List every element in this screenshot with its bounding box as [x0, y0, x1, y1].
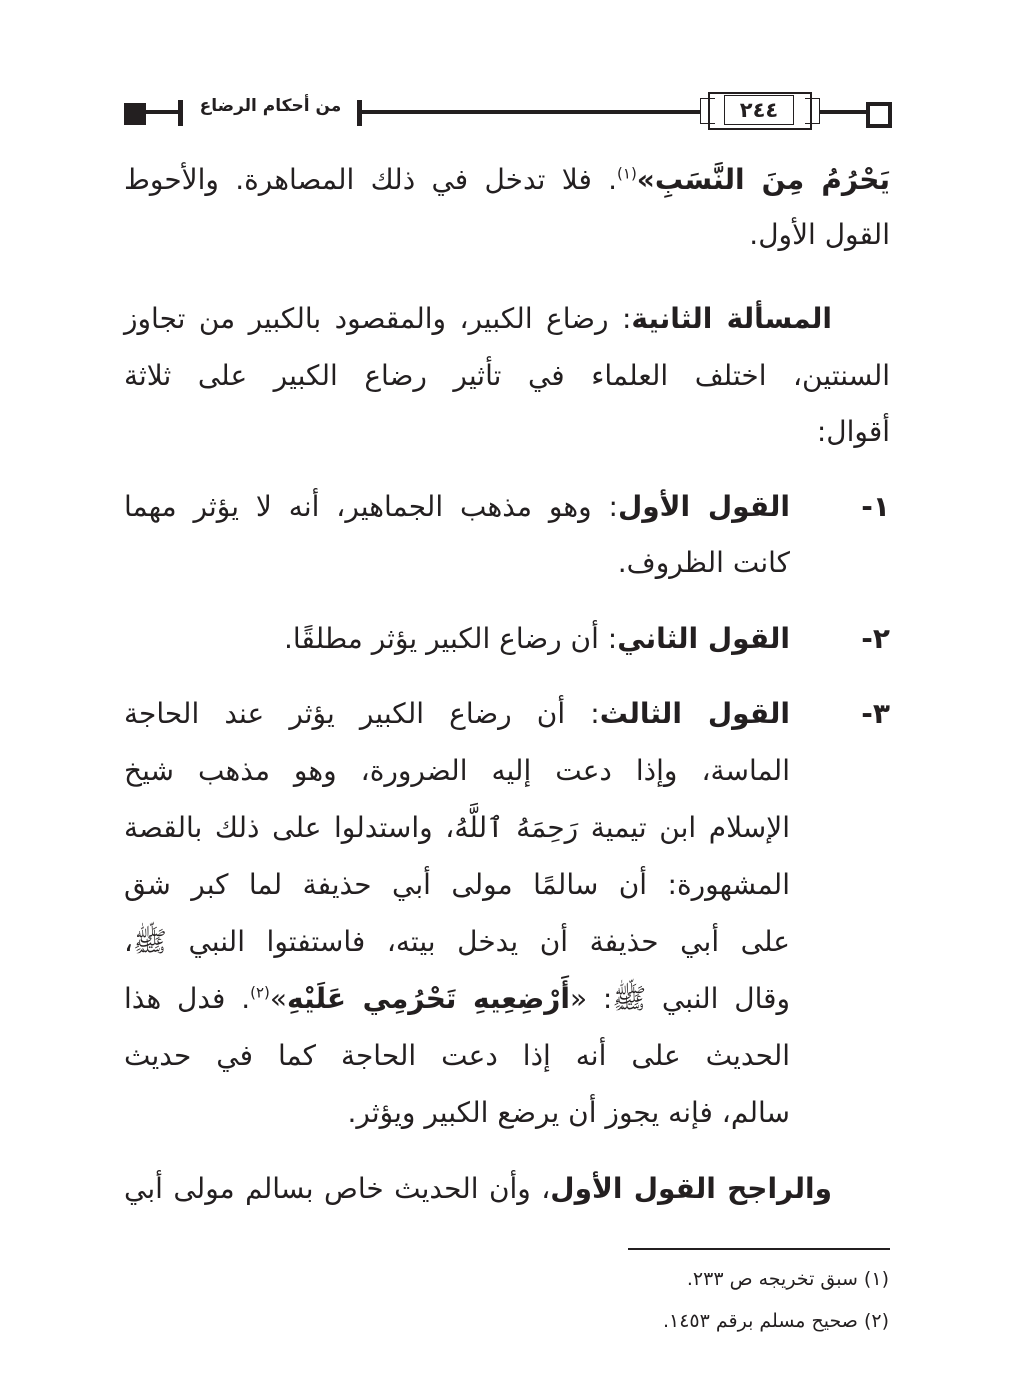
text-line: يَحْرُمُ مِنَ النَّسَبِ»$^{(١)}$. فلا تدخل في ذلك المصاهرة. والأحوط [124, 163, 890, 196]
list-number: ٢- [861, 622, 890, 655]
text-line: المشهورة: أن سالمًا مولى أبي حذيفة لما كبر شق [124, 868, 790, 901]
footnote-separator [628, 1248, 890, 1250]
header-rule-right [820, 110, 866, 114]
text-line: القول الثاني: أن رضاع الكبير يؤثر مطلقًا. [283, 622, 790, 655]
text-line: وقال النبي ﷺ: «أَرْضِعِيهِ تَحْرُمِي عَلَيْهِ»$^{(٢)}$. فدل هذا [124, 982, 791, 1015]
text-line: أقوال: [816, 415, 890, 448]
text-line: المسألة الثانية: رضاع الكبير، والمقصود بالكبير من تجاوز [124, 302, 832, 335]
header-ornament-bar [178, 100, 183, 126]
header-rule-middle [362, 110, 700, 114]
text-line: السنتين، اختلف العلماء في تأثير رضاع الكبير على ثلاثة [124, 359, 890, 392]
text-line: القول الأول: وهو مذهب الجماهير، أنه لا يؤثر مهما [124, 490, 790, 523]
footnote: (٢) صحيح مسلم برقم ١٤٥٣. [662, 1310, 889, 1332]
text-line: الإسلام ابن تيمية رَحِمَهُ ٱللَّهُ، واستدلوا على ذلك بالقصة [124, 811, 790, 844]
hadith-quote: يَحْرُمُ مِنَ النَّسَبِ» [636, 163, 890, 196]
text-line: الماسة، وإذا دعت إليه الضرورة، وهو مذهب شيخ [124, 754, 790, 787]
section-lead: المسألة الثانية [631, 302, 832, 335]
header-ornament-block [124, 103, 146, 125]
item-lead: القول الثالث [599, 697, 790, 730]
hadith-quote: أَرْضِعِيهِ تَحْرُمِي عَلَيْهِ [287, 982, 570, 1015]
text-line: القول الأول. [749, 218, 890, 251]
list-number: ١- [861, 490, 890, 523]
text-line: سالم، فإنه يجوز أن يرضع الكبير ويؤثر. [347, 1096, 790, 1129]
page-number: ٢٤٤ [724, 95, 794, 125]
footnote: (١) سبق تخريجه ص ٢٣٣. [686, 1268, 889, 1290]
footnote-ref: (٢) [250, 983, 270, 1002]
header-rule-left [146, 110, 182, 114]
item-lead: القول الثاني [617, 622, 790, 655]
text-line: كانت الظروف. [617, 546, 790, 579]
list-number: ٣- [861, 697, 890, 730]
running-title: من أحكام الرضاع [199, 96, 342, 116]
section-lead: والراجح القول الأول [550, 1172, 832, 1205]
text-line: القول الثالث: أن رضاع الكبير يؤثر عند الحاجة [124, 697, 790, 730]
header-ornament-square [866, 102, 892, 128]
text-line: على أبي حذيفة أن يدخل بيته، فاستفتوا النبي ﷺ، [124, 925, 790, 958]
item-lead: القول الأول [617, 490, 790, 523]
text-line: الحديث على أنه إذا دعت الحاجة كما في حديث [124, 1039, 790, 1072]
text-line: والراجح القول الأول، وأن الحديث خاص بسالم مولى أبي [124, 1172, 832, 1205]
footnote-ref: (١) [617, 164, 637, 183]
